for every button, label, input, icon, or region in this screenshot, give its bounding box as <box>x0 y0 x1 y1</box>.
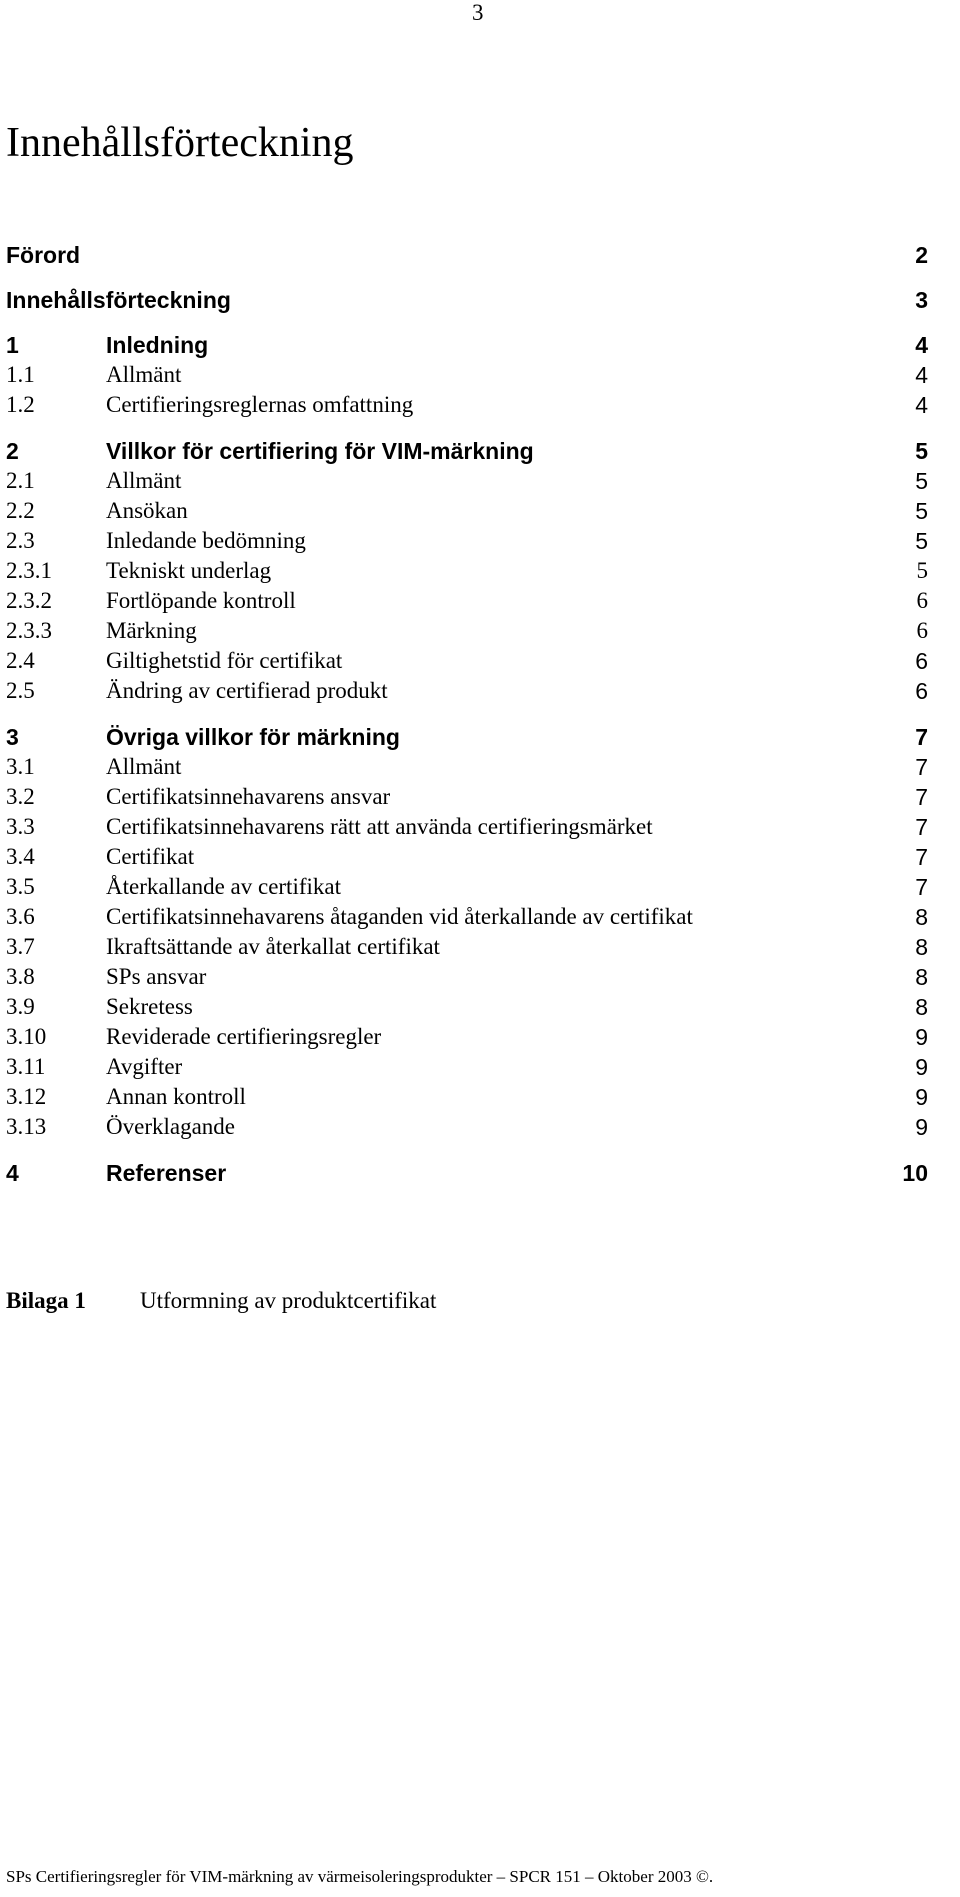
toc-entry-number: 1.2 <box>6 392 35 417</box>
toc-entry-title: Ändring av certifierad produkt <box>106 678 388 703</box>
toc-entry-page: 9 <box>915 1024 928 1050</box>
toc-entry-number: 3.3 <box>6 814 35 839</box>
toc-entry-title: Certifikatsinnehavarens ansvar <box>106 784 391 809</box>
toc-entry-page: 5 <box>916 558 928 583</box>
toc-entry[interactable] <box>6 240 928 270</box>
toc-entry-title: Certifikatsinnehavarens rätt att använda certifieringsmärket <box>106 814 653 839</box>
toc-entry-number: 3.4 <box>6 844 35 869</box>
page-title: Innehållsförteckning <box>6 120 354 166</box>
toc-entry-number: 3.6 <box>6 904 35 929</box>
toc-entry-title: Certifikat <box>106 844 195 869</box>
toc-entry-page: 7 <box>915 844 928 870</box>
toc-entry-number: 3.13 <box>6 1114 47 1139</box>
toc-entry-title: Villkor för certifiering för VIM-märkning <box>106 438 534 464</box>
toc-entry-number: 4 <box>6 1160 19 1186</box>
toc-entry-title: Ikraftsättande av återkallat certifikat <box>106 934 440 959</box>
toc-entry-number: 3.11 <box>6 1054 46 1079</box>
toc-entry[interactable] <box>6 872 928 902</box>
toc-entry-number: 1 <box>6 332 19 358</box>
toc-entry-page: 9 <box>915 1084 928 1110</box>
toc-entry[interactable] <box>6 1112 928 1142</box>
toc-entry-title: Överklagande <box>106 1114 235 1139</box>
toc-entry[interactable] <box>6 962 928 992</box>
toc-entry-page: 7 <box>915 874 928 900</box>
toc-entry-title: Certifikatsinnehavarens åtaganden vid återkallande av certifikat <box>106 904 693 929</box>
toc-entry-title: Allmänt <box>106 362 182 387</box>
toc-entry-page: 5 <box>915 438 928 464</box>
toc-entry-number: 3.9 <box>6 994 35 1019</box>
toc-entry-number: 3.10 <box>6 1024 47 1049</box>
toc-entry-page: 6 <box>916 618 928 643</box>
toc-entry-title: Förord <box>6 242 81 268</box>
toc-entry-page: 5 <box>915 468 928 494</box>
toc-entry[interactable] <box>6 932 928 962</box>
toc-entry-page: 8 <box>915 934 928 960</box>
toc-entry[interactable] <box>6 390 928 420</box>
appendix-entry[interactable] <box>6 1286 928 1316</box>
page-footer: SPs Certifieringsregler för VIM-märkning av värmeisoleringsprodukter – SPCR 151 – Oktober 2003 ©. <box>6 1867 714 1886</box>
toc-entry-title: Allmänt <box>106 754 182 779</box>
toc-entry-title: Övriga villkor för märkning <box>106 724 400 750</box>
toc-entry-page: 7 <box>915 784 928 810</box>
toc-entry-page: 6 <box>916 588 928 613</box>
toc-entry-title: Innehållsförteckning <box>6 287 231 313</box>
toc-entry[interactable] <box>6 782 928 812</box>
toc-entry-title: SPs ansvar <box>106 964 207 989</box>
toc-entry[interactable] <box>6 466 928 496</box>
toc-entry-title: Inledande bedömning <box>106 528 306 553</box>
toc-entry-title: Reviderade certifieringsregler <box>106 1024 382 1049</box>
toc-entry-title: Tekniskt underlag <box>106 558 272 583</box>
toc-entry-page: 4 <box>915 392 928 418</box>
toc-entry-title: Märkning <box>106 618 197 643</box>
toc-entry[interactable] <box>6 616 928 646</box>
toc-entry[interactable] <box>6 902 928 932</box>
toc-entry[interactable] <box>6 330 928 360</box>
toc-entry-number: 3.2 <box>6 784 35 809</box>
toc-entry-page: 4 <box>915 362 928 388</box>
toc-entry[interactable] <box>6 1082 928 1112</box>
toc-entry[interactable] <box>6 752 928 782</box>
toc-entry-number: 2.2 <box>6 498 35 523</box>
toc-entry-title: Inledning <box>106 332 209 358</box>
toc-entry-title: Annan kontroll <box>106 1084 246 1109</box>
toc-entry-number: 3.5 <box>6 874 35 899</box>
toc-entry-number: 2.5 <box>6 678 35 703</box>
toc-entry-page: 5 <box>915 528 928 554</box>
toc-entry[interactable] <box>6 586 928 616</box>
toc-entry-page: 10 <box>902 1160 928 1186</box>
toc-entry[interactable] <box>6 1022 928 1052</box>
toc-entry[interactable] <box>6 526 928 556</box>
toc-entry-page: 8 <box>915 904 928 930</box>
toc-entry-number: 3.12 <box>6 1084 47 1109</box>
toc-entry[interactable] <box>6 646 928 676</box>
toc-entry-page: 8 <box>915 994 928 1020</box>
toc-entry-title: Avgifter <box>106 1054 183 1079</box>
toc-entry-title: Referenser <box>106 1160 227 1186</box>
toc-entry-page: 3 <box>915 287 928 313</box>
toc-entry[interactable] <box>6 842 928 872</box>
toc-entry-number: 2.4 <box>6 648 35 673</box>
toc-entry-title: Återkallande av certifikat <box>106 874 341 899</box>
appendix-label: Bilaga 1 <box>6 1288 86 1313</box>
toc-entry-title: Ansökan <box>106 498 188 523</box>
toc-entry-page: 9 <box>915 1114 928 1140</box>
toc-entry-number: 3.8 <box>6 964 35 989</box>
toc-entry-page: 7 <box>915 814 928 840</box>
toc-entry-page: 9 <box>915 1054 928 1080</box>
toc-entry-page: 8 <box>915 964 928 990</box>
toc-entry-title: Sekretess <box>106 994 193 1019</box>
toc-entry-title: Allmänt <box>106 468 182 493</box>
toc-entry-number: 2.3 <box>6 528 35 553</box>
toc-entry-page: 4 <box>915 332 928 358</box>
appendix-title: Utformning av produktcertifikat <box>140 1288 437 1313</box>
page-number: 3 <box>472 0 484 25</box>
toc-entry-page: 6 <box>915 678 928 704</box>
toc-entry-number: 2.3.3 <box>6 618 52 643</box>
toc-entry[interactable] <box>6 556 928 586</box>
toc-entry-title: Fortlöpande kontroll <box>106 588 296 613</box>
toc-entry[interactable] <box>6 676 928 706</box>
toc-entry-page: 2 <box>915 242 928 268</box>
toc-entry[interactable] <box>6 1158 928 1188</box>
toc-entry-page: 7 <box>915 754 928 780</box>
toc-entry[interactable] <box>6 1052 928 1082</box>
toc-entry-number: 2.3.2 <box>6 588 52 613</box>
toc-entry-number: 3 <box>6 724 19 750</box>
toc-entry-title: Certifieringsreglernas omfattning <box>106 392 414 417</box>
toc-entry-number: 3.7 <box>6 934 35 959</box>
toc-entry-page: 6 <box>915 648 928 674</box>
toc-entry[interactable] <box>6 992 928 1022</box>
toc-entry[interactable] <box>6 722 928 752</box>
toc-entry[interactable] <box>6 496 928 526</box>
toc-entry-page: 5 <box>915 498 928 524</box>
toc-entry-title: Giltighetstid för certifikat <box>106 648 343 673</box>
toc-entry-number: 2 <box>6 438 19 464</box>
toc-entry-number: 1.1 <box>6 362 35 387</box>
toc-entry[interactable] <box>6 436 928 466</box>
toc-entry-number: 2.3.1 <box>6 558 52 583</box>
toc-entry-page: 7 <box>915 724 928 750</box>
toc-entry[interactable] <box>6 812 928 842</box>
toc-entry-number: 2.1 <box>6 468 35 493</box>
toc-entry[interactable] <box>6 360 928 390</box>
toc-entry[interactable] <box>6 285 928 315</box>
toc-entry-number: 3.1 <box>6 754 35 779</box>
